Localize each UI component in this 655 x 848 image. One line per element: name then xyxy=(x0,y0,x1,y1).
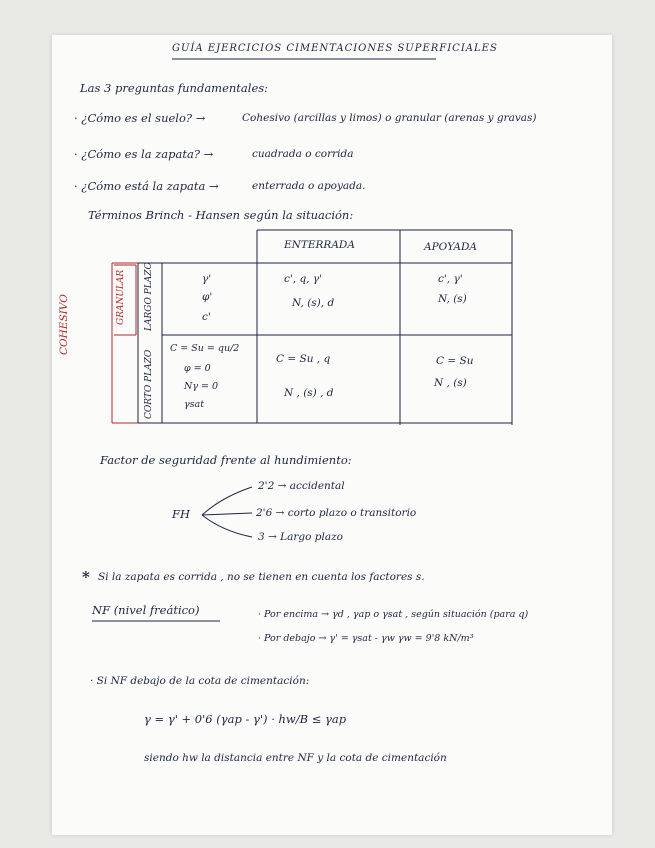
notebook-page xyxy=(52,35,612,835)
formula-note: siendo hw la distancia entre NF y la cota de cimentación xyxy=(144,752,447,764)
nf-label: NF (nivel freático) xyxy=(92,603,200,617)
fs-heading: Factor de seguridad frente al hundimiento: xyxy=(100,453,352,467)
largo-apoyada-1: c', γ' xyxy=(438,273,463,285)
answer-1: Cohesivo (arcillas y limos) o granular (arenas y gravas) xyxy=(242,112,537,124)
row-granular: GRANULAR xyxy=(116,269,126,325)
note-text: Si la zapata es corrida , no se tienen en cuenta los factores s. xyxy=(98,571,425,583)
largo-enterrada-2: N, (s), d xyxy=(292,297,335,309)
corto-apoyada-2: N , (s) xyxy=(434,377,467,389)
asterisk-mark: * xyxy=(82,568,90,586)
largo-apoyada-2: N, (s) xyxy=(438,293,467,305)
question-1: · ¿Cómo es el suelo? → xyxy=(74,111,206,125)
formula: γ = γ' + 0'6 (γap - γ') · hw/B ≤ γap xyxy=(144,712,347,726)
fh-item-3: 3 → Largo plazo xyxy=(258,531,343,543)
fh-item-1: 2'2 → accidental xyxy=(258,480,345,492)
answer-2: cuadrada o corrida xyxy=(252,148,354,160)
question-2: · ¿Cómo es la zapata? → xyxy=(74,147,214,161)
col-apoyada: APOYADA xyxy=(424,241,477,253)
row-largo-plazo: LARGO PLAZO xyxy=(144,262,154,331)
corto-param-3: Nγ = 0 xyxy=(184,381,219,392)
nf-below-line: · Si NF debajo de la cota de cimentación: xyxy=(90,675,310,687)
row-corto-plazo: CORTO PLAZO xyxy=(144,349,154,419)
corto-param-4: γsat xyxy=(184,399,205,410)
corto-enterrada-1: C = Su , q xyxy=(276,353,331,365)
row-cohesivo: COHESIVO xyxy=(58,294,70,355)
fh-label: FH xyxy=(172,507,191,521)
col-enterrada: ENTERRADA xyxy=(284,239,355,251)
nf-item-1: · Por encima → γd , γap o γsat , según situación (para q) xyxy=(258,609,529,620)
terms-heading: Términos Brinch - Hansen según la situación: xyxy=(88,208,354,222)
corto-param-1: C = Su = qu/2 xyxy=(170,343,240,354)
corto-apoyada-1: C = Su xyxy=(436,355,474,367)
answer-3: enterrada o apoyada. xyxy=(252,180,366,192)
corto-enterrada-2: N , (s) , d xyxy=(284,387,334,399)
page-title: GUÍA EJERCICIOS CIMENTACIONES SUPERFICIALES xyxy=(172,43,498,54)
corto-param-2: φ = 0 xyxy=(184,363,211,374)
largo-param-1: γ' xyxy=(202,273,212,285)
largo-param-3: c' xyxy=(202,311,211,323)
largo-param-2: φ' xyxy=(202,291,213,303)
question-3: · ¿Cómo está la zapata → xyxy=(74,179,219,193)
nf-item-2: · Por debajo → γ' = γsat - γw γw = 9'8 kN/m³ xyxy=(258,633,474,644)
intro-text: Las 3 preguntas fundamentales: xyxy=(80,81,269,95)
fh-item-2: 2'6 → corto plazo o transitorio xyxy=(256,507,417,519)
largo-enterrada-1: c', q, γ' xyxy=(284,273,323,285)
